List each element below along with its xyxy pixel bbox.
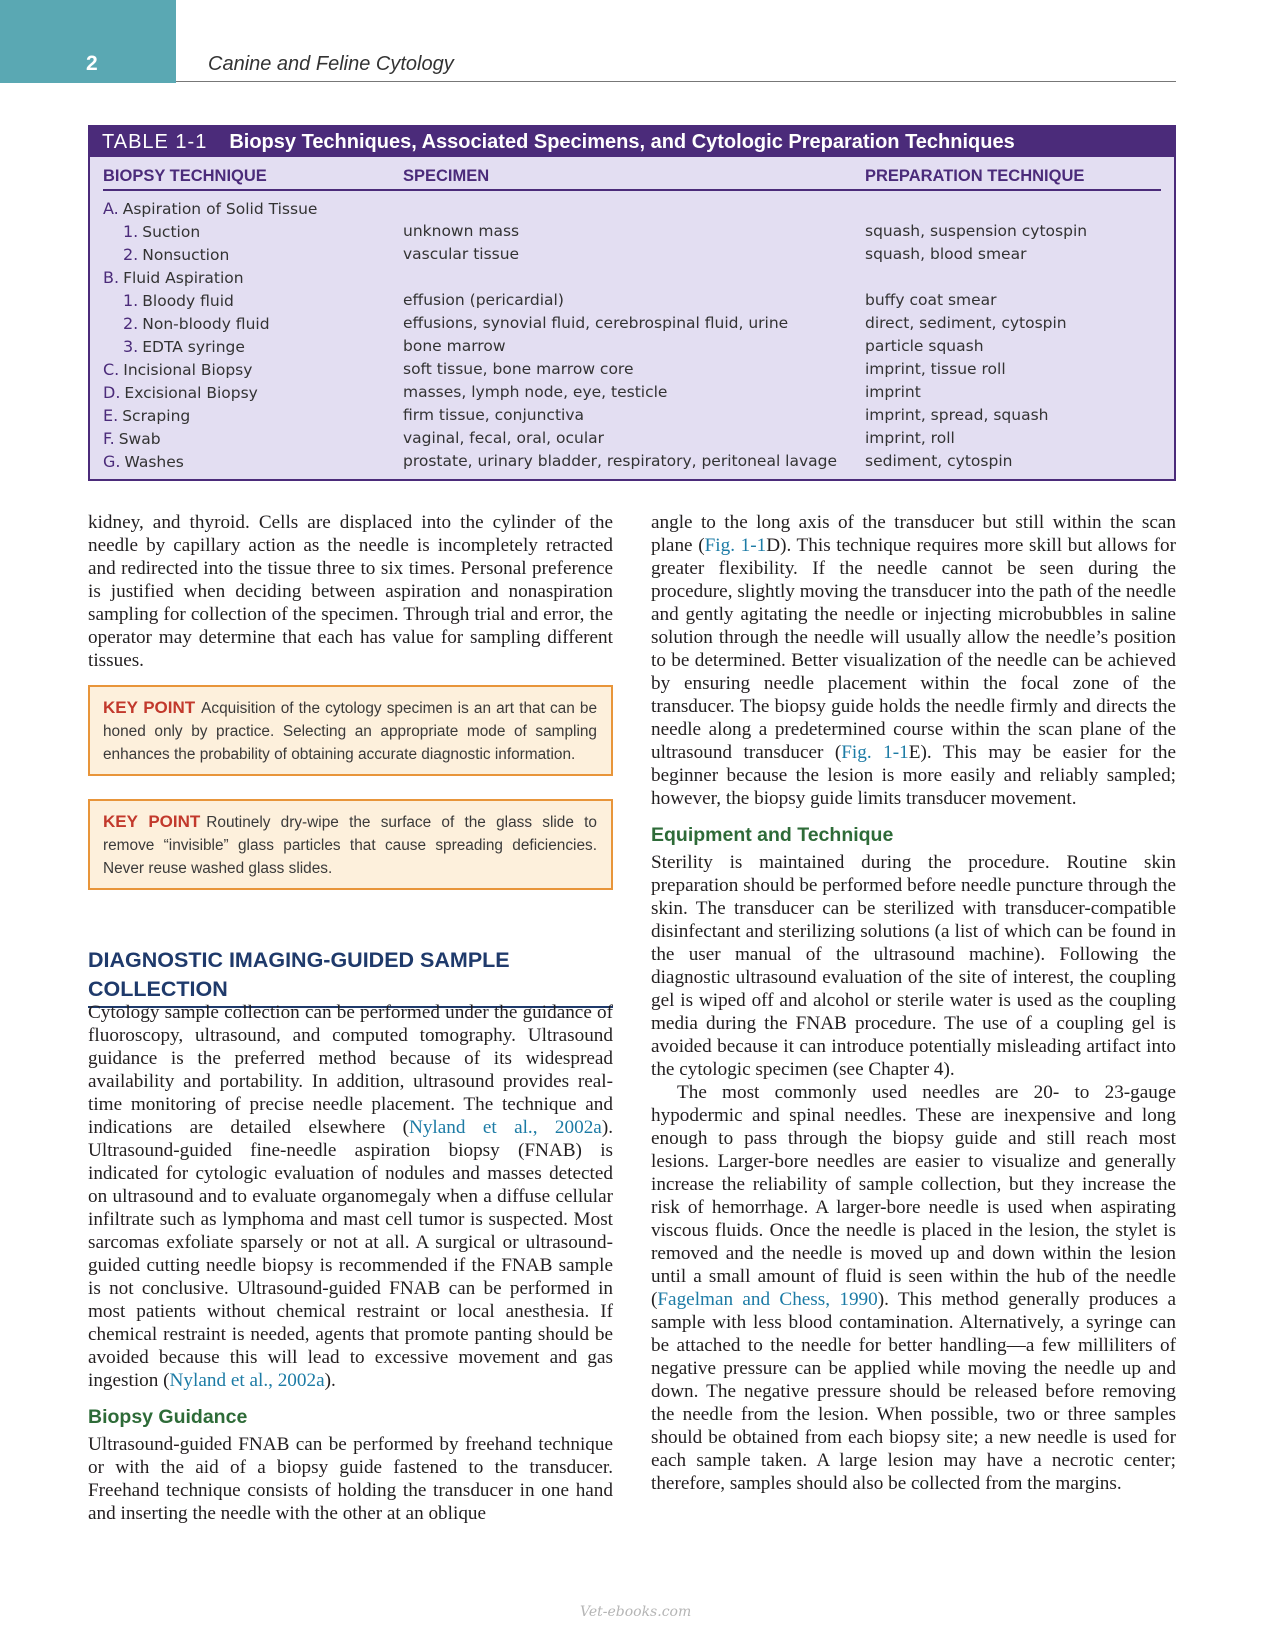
row-marker: G. — [103, 452, 121, 471]
table-cell-specimen: unknown mass — [403, 222, 520, 240]
table-header-preparation: PREPARATION TECHNIQUE — [865, 167, 1085, 185]
text-run: D). This technique requires more skill but allows for greater flexibility. If the needle cannot be seen during the procedure, slightly moving the transducer into the path of the needle and gently agitating the needle or injecting microbubbles in saline solution through the needle will usually allow the needle’s position to be determined. Better visualization of the needle can be achieved by ensuring needle placement within the focal zone of the transducer. The biopsy guide holds the needle firmly and directs the needle along a predetermined course within the scan plane of the ultrasound transducer ( — [651, 535, 1176, 763]
intro-paragraph: kidney, and thyroid. Cells are displaced into the cylinder of the needle by capillary action as the needle is incompletely retracted and redirected into the tissue three to six times. Personal preference is justified when deciding between aspiration and nonaspiration sampling for collection of the specimen. Through trial and error, the operator may determine that each has value for sampling different tissues. — [88, 512, 613, 671]
table-row — [103, 197, 1161, 220]
table-cell-technique — [103, 199, 317, 218]
table-cell-preparation: squash, suspension cytospin — [865, 222, 1088, 240]
sterility-paragraph: Sterility is maintained during the procedure. Routine skin preparation should be performed before needle puncture through the skin. The transducer can be sterilized with transducer-compatible disinfectant and sterilizing solutions (a list of which can be found in the user manual of the ultrasound machine). Following the diagnostic ultrasound evaluation of the site of interest, the coupling gel is wiped off and alcohol or sterile water is used as the coupling media during the FNAB procedure. The use of a coupling gel is avoided because it can introduce potentially misleading artifact into the cytologic specimen (see Chapter 4). — [651, 852, 1176, 1080]
technique-label: Bloody fluid — [142, 292, 234, 310]
technique-label: Suction — [142, 223, 201, 241]
table-cell-specimen: vascular tissue — [403, 245, 520, 263]
table-cell-preparation: imprint — [865, 383, 921, 401]
row-marker: 1. — [123, 291, 139, 310]
row-marker: E. — [103, 406, 119, 425]
text-run: The most commonly used needles are 20- to 23-gauge hypodermic and spinal needles. These are inexpensive and long enough to pass through the biopsy guide and still reach most lesions. Larger-bore needles are easier to visualize and generally increase the reliability of sample collection, but they increase the risk of hemorrhage. A larger-bore needle is used when aspirating viscous fluids. Once the needle is placed in the lesion, the stylet is removed and the needle is moved up and down within the lesion until a small amount of fluid is seen within the hub of the needle ( — [651, 1082, 1176, 1310]
table-1-1 — [88, 125, 1176, 481]
right-column — [651, 511, 1176, 1495]
table-row — [103, 220, 1161, 243]
technique-label: Scraping — [122, 407, 191, 425]
header-rule — [176, 81, 1176, 82]
left-column — [88, 511, 613, 672]
imaging-paragraph — [88, 1001, 613, 1392]
page-number: 2 — [86, 52, 98, 75]
table-header-technique: BIOPSY TECHNIQUE — [103, 167, 267, 185]
reference-link[interactable]: Nyland et al., 2002a — [408, 1117, 602, 1138]
table-cell-preparation: imprint, tissue roll — [865, 360, 1006, 378]
table-cell-technique — [123, 291, 234, 310]
table-cell-specimen: bone marrow — [403, 337, 506, 355]
table-cell-specimen: soft tissue, bone marrow core — [403, 360, 634, 378]
text-run: ). — [324, 1370, 336, 1391]
reference-link[interactable]: Fagelman and Chess, 1990 — [657, 1289, 878, 1310]
row-marker: 1. — [123, 222, 139, 241]
figure-link[interactable]: Fig. 1-1 — [704, 535, 767, 556]
row-marker: A. — [103, 199, 119, 218]
table-cell-preparation: squash, blood smear — [865, 245, 1027, 263]
table-row — [103, 450, 1161, 473]
table-cell-technique — [103, 452, 184, 471]
key-point-box-1 — [88, 685, 613, 776]
table-cell-technique — [123, 337, 245, 356]
row-marker: C. — [103, 360, 120, 379]
table-cell-technique — [103, 268, 244, 287]
table-cell-technique — [103, 360, 252, 379]
freehand-paragraph — [651, 511, 1176, 810]
figure-link[interactable]: Fig. 1-1 — [841, 742, 909, 763]
table-cell-technique — [103, 406, 190, 425]
technique-label: EDTA syringe — [142, 338, 245, 356]
row-marker: 2. — [123, 245, 139, 264]
subheading-biopsy-guidance: Biopsy Guidance — [88, 1406, 248, 1428]
table-cell-preparation: particle squash — [865, 337, 984, 355]
text-run: E). This may be easier for the beginner because the lesion is more easily and reliably sampled; however, the biopsy guide limits transducer movement. — [651, 742, 1176, 809]
table-title: Biopsy Techniques, Associated Specimens, and Cytologic Preparation Techniques — [229, 130, 1015, 153]
key-point-box-2 — [88, 799, 613, 890]
table-cell-specimen: firm tissue, conjunctiva — [403, 406, 584, 424]
running-head: Canine and Feline Cytology — [208, 53, 454, 75]
table-cell-technique — [123, 245, 229, 264]
table-cell-preparation: direct, sediment, cytospin — [865, 314, 1067, 332]
key-point-text: Routinely dry-wipe the surface of the glass slide to remove “invisible” glass particles that cause spreading deficiencies. Never reuse washed glass slides. — [103, 814, 597, 877]
table-cell-technique — [123, 314, 270, 333]
technique-label: Washes — [124, 453, 184, 471]
row-marker: 3. — [123, 337, 139, 356]
table-row — [103, 312, 1161, 335]
key-point-label: KEY POINT — [103, 812, 201, 831]
row-marker: D. — [103, 383, 121, 402]
table-cell-preparation: imprint, roll — [865, 429, 955, 447]
table-row — [103, 289, 1161, 312]
table-cell-specimen: vaginal, fecal, oral, ocular — [403, 429, 604, 447]
technique-label: Excisional Biopsy — [124, 384, 258, 402]
table-body — [103, 197, 1161, 473]
text-run: Cytology sample collection can be performed under the guidance of fluoroscopy, ultrasound, and computed tomography. Ultrasound guidance is the preferred method because of its widespread availability and portability. In addition, ultrasound provides real-time monitoring of precise needle placement. The technique and indications are detailed elsewhere ( — [88, 1002, 613, 1138]
table-cell-technique — [123, 222, 200, 241]
table-cell-specimen: masses, lymph node, eye, testicle — [403, 383, 668, 401]
subheading-equipment: Equipment and Technique — [651, 824, 894, 846]
technique-label: Non-bloody fluid — [142, 315, 270, 333]
left-column-lower — [88, 1001, 613, 1525]
table-cell-specimen: effusion (pericardial) — [403, 291, 564, 309]
text-run: ). This method generally produces a sample with less blood contamination. Alternatively, a syringe can be attached to the needle for better handling—a few milliliters of negative pressure can be applied while moving the needle up and down. The negative pressure should be released before removing the needle from the lesion. When possible, two or three samples should be obtained from each biopsy site; a new needle is used for each sample taken. A large lesion may have a necrotic center; therefore, samples should also be collected from the margins. — [651, 1289, 1176, 1494]
table-row — [103, 381, 1161, 404]
technique-label: Swab — [118, 430, 161, 448]
reference-link[interactable]: Nyland et al., 2002a — [169, 1370, 325, 1391]
table-cell-specimen: effusions, synovial fluid, cerebrospinal fluid, urine — [403, 314, 789, 332]
table-cell-preparation: imprint, spread, squash — [865, 406, 1049, 424]
table-cell-technique — [103, 429, 161, 448]
table-row — [103, 427, 1161, 450]
key-point-label: KEY POINT — [103, 698, 196, 717]
row-marker: B. — [103, 268, 120, 287]
table-row — [103, 243, 1161, 266]
table-row — [103, 266, 1161, 289]
table-cell-preparation: sediment, cytospin — [865, 452, 1013, 470]
table-row — [103, 335, 1161, 358]
technique-label: Aspiration of Solid Tissue — [122, 200, 318, 218]
key-point-text: Acquisition of the cytology specimen is an art that can be honed only by practice. Selecting an appropriate mode of sampling enhances the probability of obtaining accurate diagnostic information. — [103, 700, 597, 763]
row-marker: 2. — [123, 314, 139, 333]
section-heading: DIAGNOSTIC IMAGING-GUIDED SAMPLE COLLECTION — [88, 946, 613, 1008]
table-cell-specimen: prostate, urinary bladder, respiratory, peritoneal lavage — [403, 452, 838, 470]
table-title-bar — [90, 127, 1174, 157]
table-label: TABLE 1-1 — [102, 130, 208, 153]
guidance-paragraph: Ultrasound-guided FNAB can be performed by freehand technique or with the aid of a biopsy guide fastened to the transducer. Freehand technique consists of holding the transducer in one hand and inserting the needle with the other at an oblique — [88, 1434, 613, 1524]
table-cell-preparation: buffy coat smear — [865, 291, 997, 309]
table-row — [103, 358, 1161, 381]
technique-label: Fluid Aspiration — [123, 269, 244, 287]
watermark: Vet-ebooks.com — [580, 1604, 692, 1620]
text-run: ). Ultrasound-guided fine-needle aspiration biopsy (FNAB) is indicated for cytologic evaluation of nodules and masses detected on ultrasound and to evaluate organomegaly when a diffuse cellular infiltrate such as lymphoma and mast cell tumor is suspected. Most sarcomas exfoliate sparsely or not at all. A surgical or ultrasound-guided cutting needle biopsy is recommended if the FNAB sample is not conclusive. Ultrasound-guided FNAB can be performed in most patients without chemical restraint or local anesthesia. If chemical restraint is needed, agents that promote panting should be avoided because this will lead to excessive movement and gas ingestion ( — [88, 1117, 613, 1391]
table-header-specimen: SPECIMEN — [403, 167, 490, 185]
needles-paragraph — [651, 1081, 1176, 1495]
row-marker: F. — [103, 429, 115, 448]
table-cell-technique — [103, 383, 258, 402]
technique-label: Nonsuction — [142, 246, 230, 264]
table-row — [103, 404, 1161, 427]
technique-label: Incisional Biopsy — [123, 361, 253, 379]
text-run: angle to the long axis of the transducer but still within the scan plane ( — [651, 512, 1176, 556]
table-header-row — [103, 167, 1161, 191]
